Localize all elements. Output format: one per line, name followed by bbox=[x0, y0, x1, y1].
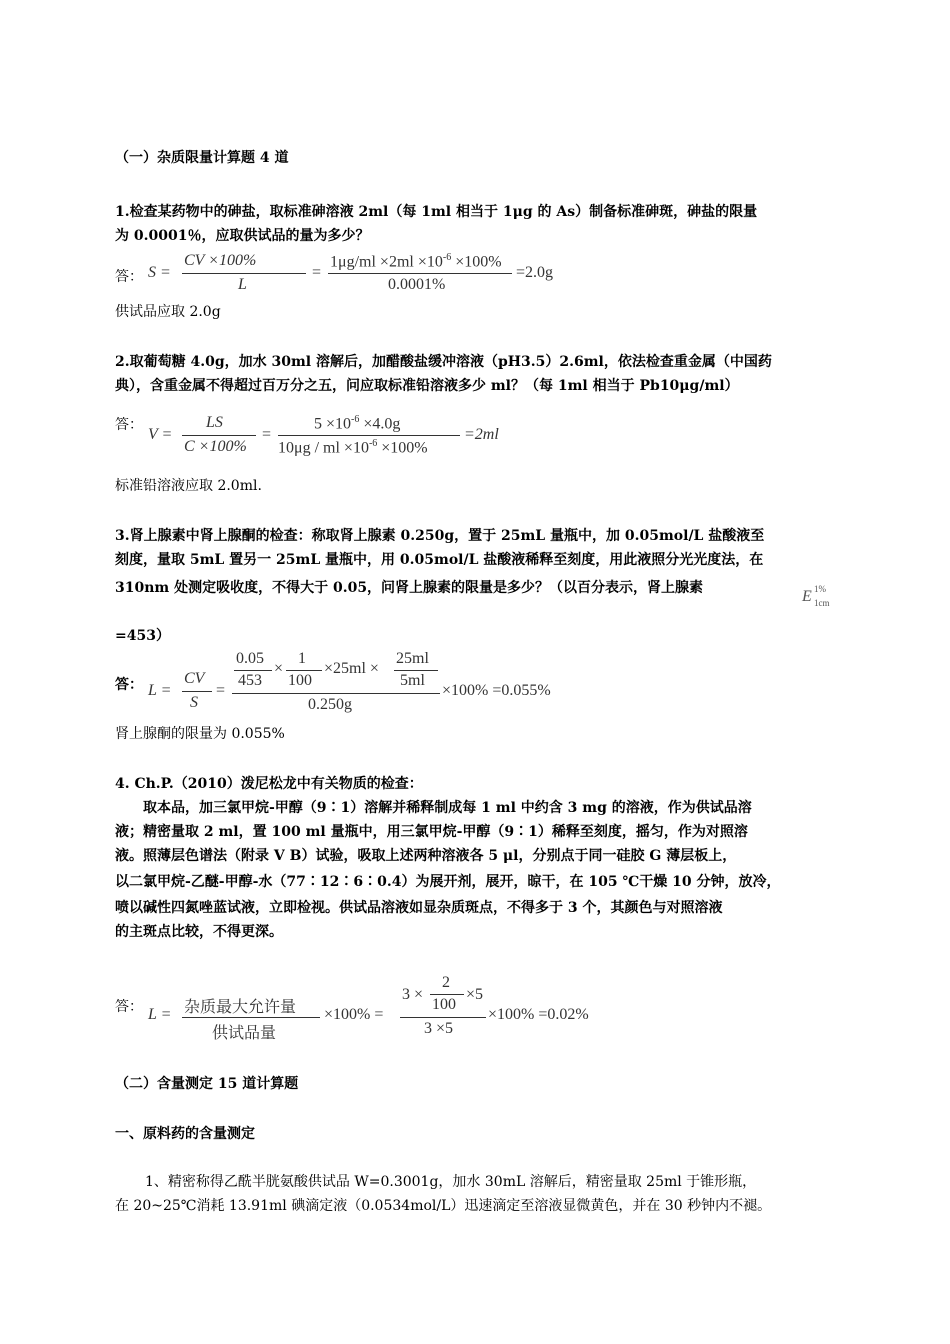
q1-eq-frac1-den: L bbox=[238, 276, 247, 293]
section-heading-assay: （二）含量测定 15 道计算题 bbox=[115, 1076, 299, 1092]
q2-eq-lhs: V = bbox=[148, 426, 173, 443]
q3-text-line4: =453） bbox=[115, 628, 170, 644]
q3-e-symbol: E bbox=[802, 588, 812, 605]
q1-text-line1: 1.检查某药物中的砷盐，取标准砷溶液 2ml（每 1ml 相当于 1μg 的 As）制备标准砷斑，砷盐的限量 bbox=[115, 204, 758, 220]
q1-eq-equals: = bbox=[312, 264, 322, 281]
q4-eq-frac1-num: 杂质最大允许量 bbox=[184, 999, 297, 1016]
q3-e-sup: 1% bbox=[814, 584, 826, 594]
q3-eq-big-den: 0.250g bbox=[308, 696, 352, 713]
q3-eq-lhs: L = bbox=[148, 682, 172, 699]
assay-q1-line1: 1、精密称得乙酰半胱氨酸供试品 W=0.3001g，加水 30mL 溶解后，精密量取 25ml 于锥形瓶， bbox=[145, 1174, 757, 1190]
q3-eq-equals: = bbox=[216, 682, 226, 699]
q3-text-line1: 3.肾上腺素中肾上腺酮的检查：称取肾上腺素 0.250g，置于 25mL 量瓶中，加 0.05mol/L 盐酸液至 bbox=[115, 528, 765, 544]
subsection-heading-raw-material: 一、原料药的含量测定 bbox=[115, 1126, 255, 1142]
q4-title: 4. Ch.P.（2010）泼尼松龙中有关物质的检查： bbox=[115, 776, 423, 792]
q2-eq-frac2-den: 10μg / ml ×10 bbox=[278, 439, 369, 457]
q2-answer-label: 答： bbox=[115, 417, 143, 433]
q4-eq-frac1-den: 供试品量 bbox=[212, 1025, 277, 1042]
q4-eq-mid: ×100% = bbox=[324, 1006, 384, 1023]
section-heading-impurity: （一）杂质限量计算题 4 道 bbox=[115, 150, 289, 166]
q4-paragraph-line4: 以二氯甲烷-乙醚-甲醇-水（77∶12∶6∶0.4）为展开剂，展开，晾干，在 105 ℃干燥 10 分钟，放冷， bbox=[115, 874, 781, 890]
q1-text-line2: 为 0.0001％，应取供试品的量为多少？ bbox=[115, 228, 370, 244]
q2-equation bbox=[148, 412, 548, 462]
q4-paragraph-line3: 液。照薄层色谱法（附录 V B）试验，吸取上述两种溶液各 5 μl，分别点于同一硅胶 G 薄层板上， bbox=[115, 848, 737, 864]
q3-answer-label: 答： bbox=[115, 677, 143, 693]
q4-eq-num-left: 3 × bbox=[402, 986, 424, 1003]
q4-eq-result: ×100% =0.02% bbox=[488, 1006, 589, 1023]
q1-eq-result: =2.0g bbox=[516, 264, 554, 281]
q4-eq-num-fden: 100 bbox=[432, 996, 456, 1013]
q1-equation bbox=[148, 250, 588, 300]
q3-absorbance-symbol bbox=[802, 584, 842, 614]
q4-equation bbox=[148, 972, 628, 1044]
q1-conclusion: 供试品应取 2.0g bbox=[115, 304, 221, 320]
assay-q1-line2: 在 20~25℃消耗 13.91ml 碘滴定液（0.0534mol/L）迅速滴定至溶液显微黄色，并在 30 秒钟内不褪。 bbox=[115, 1198, 772, 1214]
q3-eq-a-num: 0.05 bbox=[236, 650, 264, 667]
q2-text-line2: 典），含重金属不得超过百万分之五，问应取标准铅溶液多少 ml？（每 1ml 相当于 Pb10μg/ml） bbox=[115, 378, 739, 394]
q3-eq-b-den: 100 bbox=[288, 672, 312, 689]
q3-eq-result: ×100% =0.055% bbox=[442, 682, 551, 699]
q3-eq-c-num: 25ml bbox=[396, 650, 429, 667]
q3-eq-c-den: 5ml bbox=[400, 672, 425, 689]
q4-answer-label: 答： bbox=[115, 999, 143, 1015]
q4-eq-den: 3 ×5 bbox=[424, 1020, 454, 1037]
q1-eq-lhs: S = bbox=[148, 264, 171, 281]
q2-eq-frac2-num: 5 ×10 bbox=[314, 415, 352, 433]
q4-eq-num-fnum: 2 bbox=[442, 974, 450, 991]
q1-eq-frac2-num-tail: ×100% bbox=[455, 253, 502, 271]
q3-text-line2: 刻度，量取 5mL 置另一 25mL 量瓶中，用 0.05mol/L 盐酸液稀释至刻度，用此液照分光光度法，在 bbox=[115, 552, 764, 568]
q3-eq-mid: ×25ml × bbox=[324, 660, 379, 677]
q2-eq-frac2-den-exp: -6 bbox=[368, 438, 378, 449]
q4-eq-lhs: L = bbox=[148, 1006, 172, 1023]
q1-eq-frac2-num: 1μg/ml ×2ml ×10 bbox=[330, 253, 443, 271]
q2-eq-frac1-den: C ×100% bbox=[184, 438, 247, 455]
q2-eq-frac1-num: LS bbox=[206, 414, 223, 431]
q4-paragraph-line6: 的主斑点比较，不得更深。 bbox=[115, 924, 283, 940]
q3-text-line3: 310nm 处测定吸收度，不得大于 0.05，问肾上腺素的限量是多少？（以百分表示，肾上腺素 bbox=[115, 580, 704, 596]
q3-eq-times1: × bbox=[274, 660, 284, 677]
q1-answer-label: 答： bbox=[115, 269, 143, 285]
q4-paragraph-line5: 喷以碱性四氮唑蓝试液，立即检视。供试品溶液如显杂质斑点，不得多于 3 个，其颜色与对照溶液 bbox=[115, 900, 723, 916]
q3-equation bbox=[148, 648, 598, 720]
q3-e-sub: 1cm bbox=[814, 598, 830, 608]
q2-conclusion: 标准铅溶液应取 2.0ml. bbox=[115, 478, 262, 494]
q1-eq-frac1-num: CV ×100% bbox=[184, 252, 257, 269]
q2-eq-frac2-den-tail: ×100% bbox=[381, 439, 428, 457]
q3-eq-b-num: 1 bbox=[298, 650, 306, 667]
q2-eq-equals: = bbox=[262, 426, 272, 443]
q3-eq-frac1-num: CV bbox=[184, 670, 205, 687]
q3-eq-frac1-den: S bbox=[190, 694, 198, 711]
q4-paragraph-line1: 取本品，加三氯甲烷-甲醇（9∶1）溶解并稀释制成每 1 ml 中约含 3 mg 的溶液，作为供试品溶 bbox=[143, 800, 752, 816]
q4-paragraph-line2: 液；精密量取 2 ml，置 100 ml 量瓶中，用三氯甲烷-甲醇（9∶1）稀释至刻度，摇匀，作为对照溶 bbox=[115, 824, 748, 840]
q3-conclusion: 肾上腺酮的限量为 0.055% bbox=[115, 726, 285, 742]
q1-eq-frac2-den: 0.0001% bbox=[388, 276, 446, 293]
q2-text-line1: 2.取葡萄糖 4.0g，加水 30ml 溶解后，加醋酸盐缓冲溶液（pH3.5）2.6ml，依法检查重金属（中国药 bbox=[115, 354, 772, 370]
q2-eq-frac2-num-exp: -6 bbox=[351, 414, 360, 425]
q3-eq-a-den: 453 bbox=[238, 672, 262, 689]
q2-eq-result: =2ml bbox=[464, 426, 499, 443]
q4-eq-num-right: ×5 bbox=[466, 986, 484, 1003]
q1-eq-frac2-num-exp: -6 bbox=[442, 252, 452, 263]
q2-eq-frac2-num-tail: ×4.0g bbox=[363, 415, 401, 433]
